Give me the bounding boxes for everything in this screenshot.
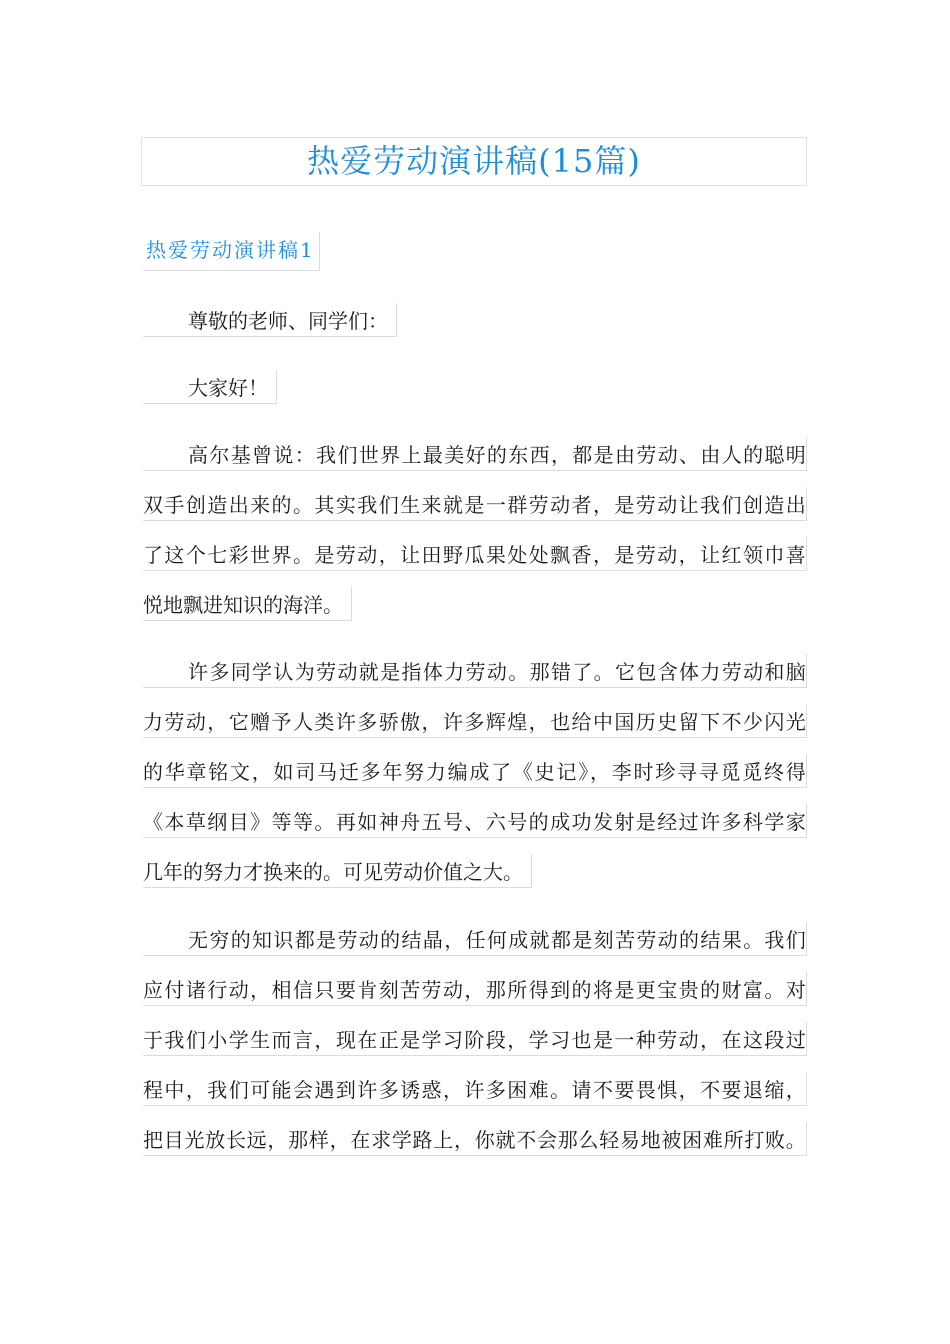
paragraph-line: 了这个七彩世界。是劳动，让田野瓜果处处飘香，是劳动，让红领巾喜	[143, 537, 807, 571]
paragraph-line: 于我们小学生而言，现在正是学习阶段，学习也是一种劳动，在这段过	[143, 1022, 807, 1056]
paragraph-line: 应付诸行动，相信只要肯刻苦劳动，那所得到的将是更宝贵的财富。对	[143, 972, 807, 1006]
paragraph-line: 的华章铭文，如司马迁多年努力编成了《史记》，李时珍寻寻觅觅终得	[143, 754, 807, 788]
paragraph-line: 力劳动，它赠予人类许多骄傲，许多辉煌，也给中国历史留下不少闪光	[143, 704, 807, 738]
paragraph-line: 悦地飘进知识的海洋。	[143, 587, 352, 621]
paragraph-line: 几年的努力才换来的。可见劳动价值之大。	[143, 854, 532, 888]
section-heading: 热爱劳动演讲稿1	[143, 232, 320, 271]
paragraph-line: 把目光放长远，那样，在求学路上，你就不会那么轻易地被困难所打败。	[143, 1122, 807, 1156]
paragraph-line: 双手创造出来的。其实我们生来就是一群劳动者，是劳动让我们创造出	[143, 487, 807, 521]
paragraph-line: 许多同学认为劳动就是指体力劳动。那错了。它包含体力劳动和脑	[143, 654, 807, 688]
paragraph-line: 程中，我们可能会遇到许多诱惑，许多困难。请不要畏惧，不要退缩，	[143, 1072, 807, 1106]
paragraph-line: 高尔基曾说：我们世界上最美好的东西，都是由劳动、由人的聪明	[143, 437, 807, 471]
title-box	[141, 137, 807, 186]
paragraph-line: 《本草纲目》等等。再如神舟五号、六号的成功发射是经过许多科学家	[143, 804, 807, 838]
paragraph-line: 尊敬的老师、同学们：	[143, 303, 397, 337]
paragraph-line: 无穷的知识都是劳动的结晶，任何成就都是刻苦劳动的结果。我们	[143, 922, 807, 956]
paragraph-line: 大家好！	[143, 370, 277, 404]
page-title: 热爱劳动演讲稿(15篇)	[307, 142, 641, 180]
